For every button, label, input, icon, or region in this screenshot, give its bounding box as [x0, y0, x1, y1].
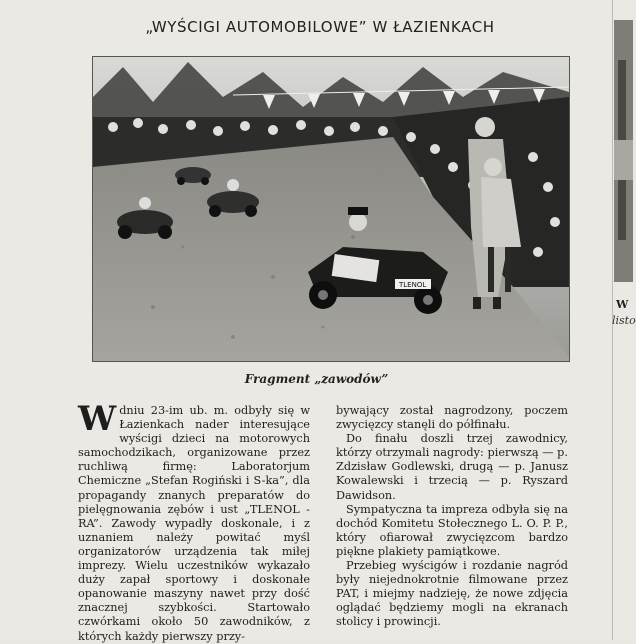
adjacent-page-text: W: [616, 298, 629, 311]
adjacent-page-text: listo: [612, 314, 636, 327]
photo-caption: Fragment „zawodów”: [244, 372, 389, 386]
article-column-left: [78, 399, 310, 644]
article-paragraph: Wdniu 23-im ub. m. odbyły się w Łazienkach nader interesujące wyścigi dzieci na motorowych samochodzikach, organizowane przez ruchliwą firmę: Laboratorjum Chemiczne „Stefan Rogiński i S-ka”, dla propagandy znanych preparatów do pielęgnowania zębów i ust „TLENOL - RA”. Zawody wypadły doskonale, i z uznaniem należy powitać myśl organizatorów urządzenia tak miłej imprezy. Wielu uczestników wykazało duży zapał sportowy i doskonałe opanowanie maszyny nawet przy dość znacznej szybkości. Startowało czwórkami około 50 zawodników, z których każdy pierwszy przy-: [78, 399, 310, 643]
race-photo: [92, 56, 570, 362]
article-title: „WYŚCIGI AUTOMOBILOWE” W ŁAZIENKACH: [145, 18, 495, 36]
article-column-right: [336, 404, 568, 630]
article-paragraph: Sympatyczna ta impreza odbyła się na dochód Komitetu Stołecznego L. O. P. P., który ofiarował zwycięzcom bardzo piękne plakiety pamiątkowe.: [336, 502, 568, 558]
article-paragraph: bywający został nagrodzony, poczem zwycięzcy stanęli do półfinału.: [336, 404, 568, 432]
car-plate-text: TLENOL: [399, 281, 427, 289]
race-photo-illustration: [93, 57, 569, 361]
adjacent-page-photo: [614, 20, 633, 282]
drop-cap: W: [78, 399, 117, 439]
article-paragraph: Do finału doszli trzej zawodnicy, którzy otrzymali nagrody: pierwszą — p. Zdzisław Godlewski, drugą — p. Janusz Kowalewski i trzecią — p. Ryszard Dawidson.: [336, 432, 568, 502]
article-paragraph: Przebieg wyścigów i rozdanie nagród były niejednokrotnie filmowane przez PAT, i miejmy nadzieję, że nowe zdjęcia oglądać będziemy mogli na ekranach stolicy i prowincji.: [336, 559, 568, 629]
race-car-small: [175, 167, 211, 185]
